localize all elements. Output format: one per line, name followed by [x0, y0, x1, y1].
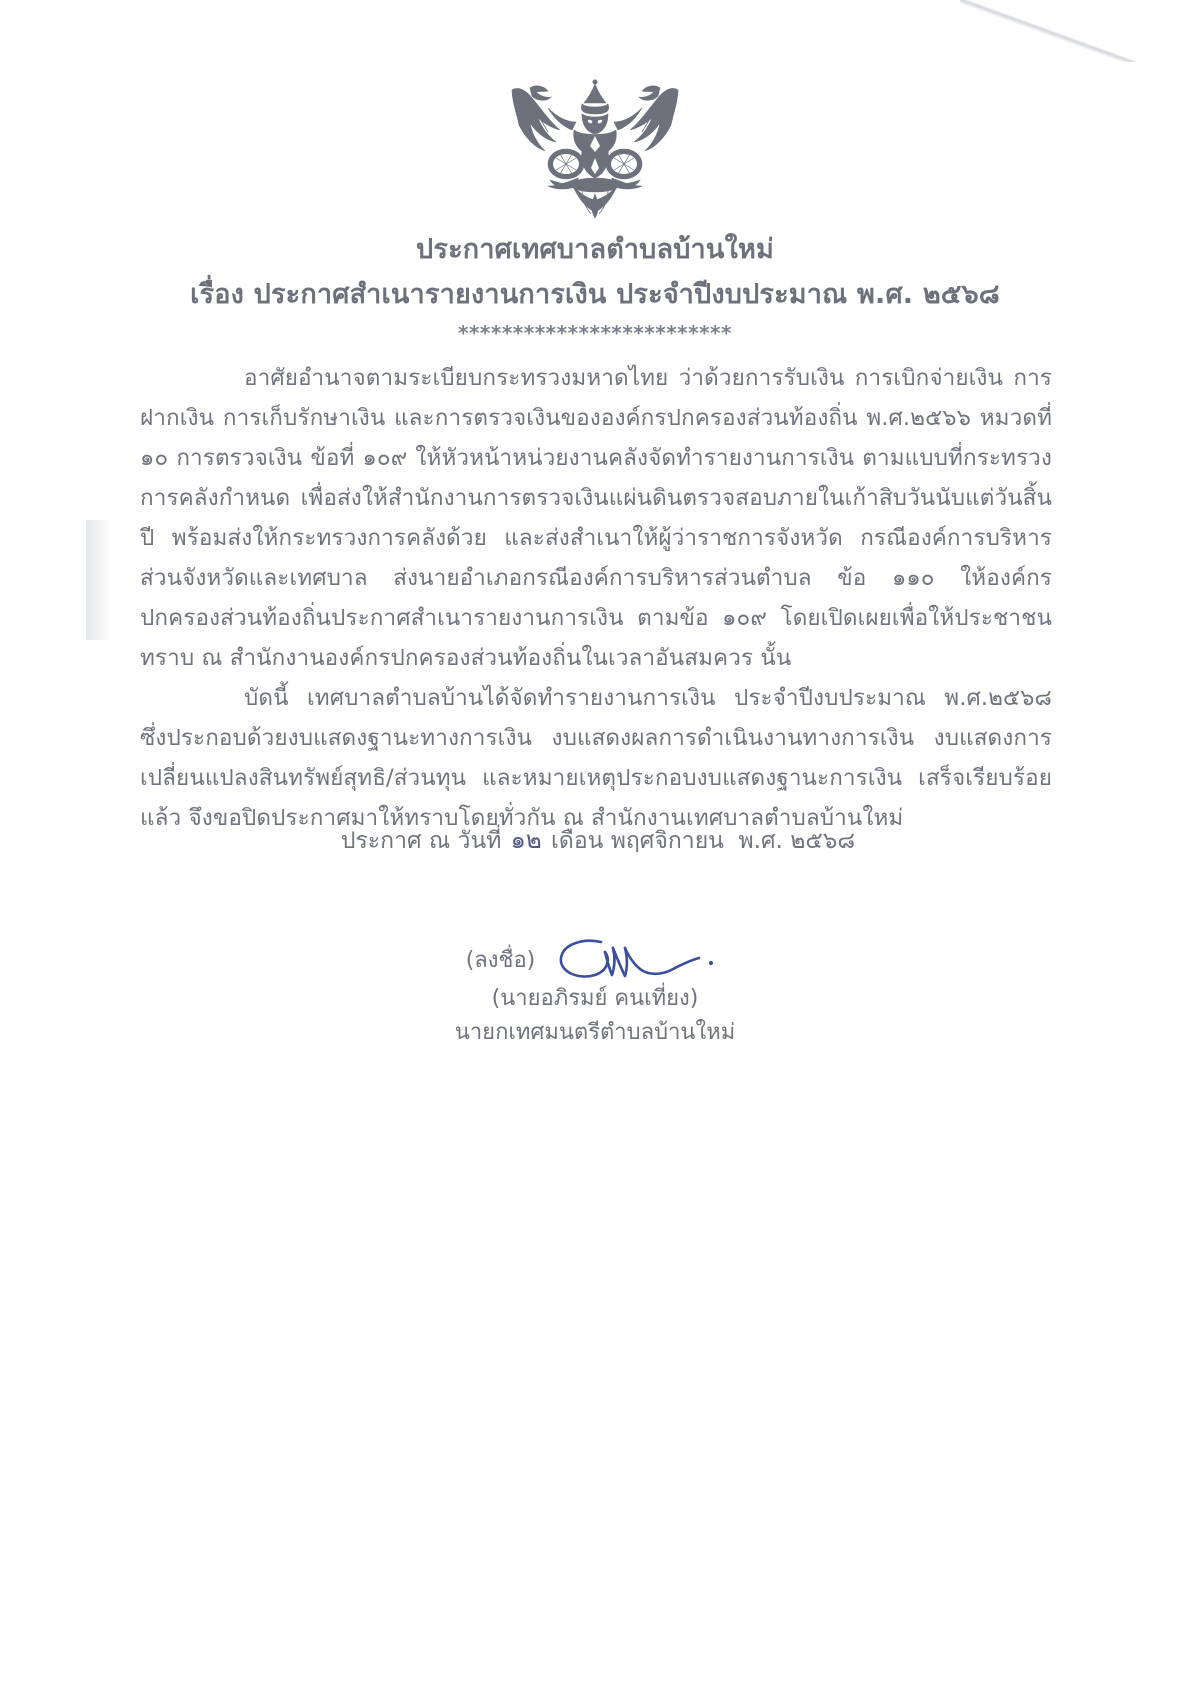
date-day-handwritten: ๑๒: [510, 826, 542, 854]
signed-by-label: (ลงชื่อ): [465, 948, 536, 973]
date-prefix: ประกาศ ณ วันที่: [340, 828, 502, 854]
signature-block: [0, 930, 1190, 1050]
body-paragraph-1: อาศัยอำนาจตามระเบียบกระทรวงมหาดไทย ว่าด้วยการรับเงิน การเบิกจ่ายเงิน การฝากเงิน การเก็บรักษาเงิน และการตรวจเงินขององค์กรปกครองส่วนท้องถิ่น พ.ศ.๒๕๖๖ หมวดที่ ๑๐ การตรวจเงิน ข้อที่ ๑๐๙ ให้หัวหน้าหน่วยงานคลังจัดทำรายงานการเงิน ตามแบบที่กระทรวงการคลังกำหนด เพื่อส่งให้สำนักงานการตรวจเงินแผ่นดินตรวจสอบภายในเก้าสิบวันนับแต่วันสิ้นปี พร้อมส่งให้กระทรวงการคลังด้วย และส่งสำเนาให้ผู้ว่าราชการจังหวัด กรณีองค์การบริหารส่วนจังหวัดและเทศบาล ส่งนายอำเภอกรณีองค์การบริหารส่วนตำบล ข้อ ๑๑๐ ให้องค์กรปกครองส่วนท้องถิ่นประกาศสำเนารายงานการเงิน ตามข้อ ๑๐๙ โดยเปิดเผยเพื่อให้ประชาชนทราบ ณ สำนักงานองค์กรปกครองส่วนท้องถิ่นในเวลาอันสมควร นั้น: [140, 365, 1052, 671]
emblem-container: [0, 72, 1190, 226]
signer-name: (นายอภิรมย์ คนเที่ยง): [491, 986, 699, 1011]
signature-row: [0, 930, 1190, 976]
date-month-label: เดือน: [551, 828, 604, 854]
handwritten-signature: [549, 930, 724, 984]
scan-artifact-left-edge: [86, 520, 112, 640]
garuda-emblem: [490, 72, 700, 222]
document-body: [140, 358, 1052, 838]
asterisk-separator: *************************: [458, 321, 732, 345]
scan-artifact-top-right: [960, 0, 1190, 62]
title-block: [0, 228, 1190, 346]
date-year: ๒๕๖๘: [790, 828, 856, 854]
body-paragraph-2: บัดนี้ เทศบาลตำบลบ้านได้จัดทำรายงานการเงิน ประจำปีงบประมาณ พ.ศ.๒๕๖๘ ซึ่งประกอบด้วยงบแสดงฐานะทางการเงิน งบแสดงผลการดำเนินงานทางการเงิน งบแสดงการเปลี่ยนแปลงสินทรัพย์สุทธิ/ส่วนทุน และหมายเหตุประกอบงบแสดงฐานะการเงิน เสร็จเรียบร้อยแล้ว จึงขอปิดประกาศมาให้ทราบโดยทั่วกัน ณ สำนักงานเทศบาลตำบลบ้านใหม่: [140, 685, 1052, 831]
signer-position: นายกเทศมนตรีตำบลบ้านใหม่: [454, 1020, 736, 1045]
date-month: พฤศจิกายน: [610, 828, 724, 854]
document-subject: เรื่อง ประกาศสำเนารายงานการเงิน ประจำปีงบประมาณ พ.ศ. ๒๕๖๘: [190, 279, 1000, 310]
date-year-label: พ.ศ.: [738, 828, 783, 854]
announcement-date-line: [0, 820, 1190, 861]
document-title: ประกาศเทศบาลตำบลบ้านใหม่: [416, 234, 774, 265]
